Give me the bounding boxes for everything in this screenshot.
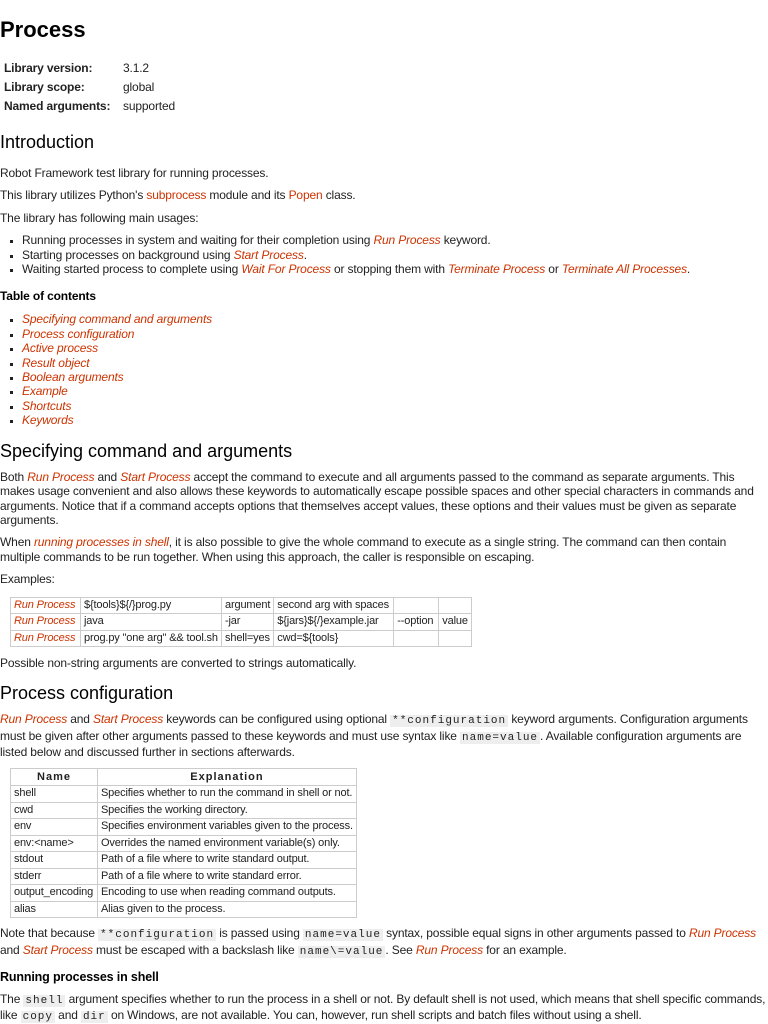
- text-segment: and: [67, 712, 93, 727]
- table-cell: java: [81, 614, 222, 631]
- text-segment: Starting processes on background using: [22, 247, 234, 262]
- metadata-label: Named arguments:: [4, 99, 111, 113]
- shell-paragraph: [0, 992, 766, 1024]
- table-cell: value: [439, 614, 472, 631]
- inline-code-name-value: name=value: [462, 731, 539, 744]
- table-row: [11, 901, 357, 918]
- toc-link-process-configuration[interactable]: Process configuration: [22, 326, 135, 341]
- text-segment: , it is also possible to give the whole command to execute as a single string. The command can then contain multiple commands to be run together. When using this approach, the caller is responsible on escaping.: [0, 535, 727, 564]
- table-cell: [394, 597, 439, 614]
- config-name-cell: env:<name>: [11, 835, 98, 852]
- text-segment: accept the command to execute and all arguments passed to the command as separate arguments. This makes usage convenient and also allows these keywords to automatically escape possible spaces and other special characters in commands and arguments. Notice that if a command accepts options that themselves accept values, these options and their values must be given as separate arguments.: [0, 469, 754, 527]
- text-segment: is passed using: [216, 926, 303, 941]
- specifying-paragraph-2: [0, 535, 766, 564]
- table-cell: prog.py "one arg" && tool.sh: [81, 630, 222, 647]
- link-terminate-all-processes[interactable]: Terminate All Processes: [561, 262, 687, 277]
- text-segment: for an example.: [482, 942, 567, 957]
- text-segment: This library utilizes Python's: [0, 188, 147, 203]
- table-cell: [439, 597, 472, 614]
- table-row: [11, 885, 357, 902]
- table-cell: cwd=${tools}: [274, 630, 394, 647]
- metadata-row-version: [0, 59, 175, 78]
- toc-item: [22, 356, 766, 370]
- config-explanation-cell: Alias given to the process.: [98, 901, 357, 918]
- link-run-process[interactable]: Run Process: [373, 233, 441, 248]
- link-running-processes-in-shell[interactable]: running processes in shell: [33, 535, 169, 550]
- table-cell: argument: [222, 597, 274, 614]
- table-cell: [394, 630, 439, 647]
- config-name-cell: env: [11, 819, 98, 836]
- configuration-table-body: [11, 768, 357, 918]
- link-terminate-process[interactable]: Terminate Process: [448, 262, 546, 277]
- specifying-paragraph-1: [0, 470, 766, 528]
- config-name-cell: stdout: [11, 852, 98, 869]
- toc-item: [22, 413, 766, 427]
- text-segment: .: [303, 247, 307, 262]
- text-segment: must be escaped with a backslash like: [92, 942, 298, 957]
- table-cell: [11, 614, 81, 631]
- examples-label: Examples:: [0, 572, 55, 587]
- toc-link-active-process[interactable]: Active process: [22, 341, 98, 356]
- metadata-row-named-arguments: [0, 97, 175, 116]
- table-cell: second arg with spaces: [274, 597, 394, 614]
- toc-item: [22, 341, 766, 355]
- text-segment: When: [0, 535, 34, 550]
- link-run-process[interactable]: Run Process: [0, 712, 68, 727]
- usages-list: [0, 233, 766, 276]
- link-run-process[interactable]: Run Process: [14, 598, 76, 611]
- link-run-process[interactable]: Run Process: [27, 469, 95, 484]
- usage-item: [22, 233, 766, 247]
- non-string-note: Possible non-string arguments are converted to strings automatically.: [0, 656, 357, 671]
- toc-item: [22, 312, 766, 326]
- configuration-heading: Process configuration: [0, 683, 174, 704]
- text-segment: Running processes in system and waiting for their completion using: [22, 233, 374, 248]
- config-name-cell: shell: [11, 786, 98, 803]
- text-segment: Both: [0, 469, 28, 484]
- toc-item: [22, 399, 766, 413]
- toc-item: [22, 384, 766, 398]
- config-explanation-cell: Path of a file where to write standard output.: [98, 852, 357, 869]
- specifying-heading: Specifying command and arguments: [0, 440, 293, 461]
- inline-code-shell: shell: [25, 994, 64, 1007]
- inline-code-configuration: **configuration: [392, 715, 507, 728]
- config-name-cell: output_encoding: [11, 885, 98, 902]
- table-cell: shell=yes: [222, 630, 274, 647]
- toc-link-specifying-command[interactable]: Specifying command and arguments: [22, 312, 212, 327]
- toc-item: [22, 327, 766, 341]
- link-start-process[interactable]: Start Process: [120, 469, 191, 484]
- text-segment: or: [545, 262, 562, 277]
- metadata-label: Library scope:: [4, 80, 85, 94]
- table-row: [11, 835, 357, 852]
- metadata-label: Library version:: [4, 61, 93, 75]
- link-run-process[interactable]: Run Process: [415, 942, 483, 957]
- text-segment: argument specifies whether to run the process in a shell or not. By default shell is not used, which means that shell specific commands, like: [0, 991, 766, 1023]
- table-row: [11, 630, 472, 647]
- introduction-python-paragraph: [0, 188, 766, 202]
- introduction-summary: Robot Framework test library for running processes.: [0, 166, 269, 180]
- link-popen[interactable]: Popen: [288, 188, 323, 203]
- text-segment: Note that because: [0, 926, 99, 941]
- column-header-explanation: Explanation: [98, 768, 357, 786]
- toc-heading: Table of contents: [0, 289, 96, 304]
- text-segment: module and its: [206, 188, 289, 203]
- configuration-paragraph-2: [0, 926, 766, 959]
- inline-code-dir: dir: [82, 1011, 106, 1024]
- text-segment: Waiting started process to complete using: [22, 262, 242, 277]
- link-run-process[interactable]: Run Process: [14, 615, 76, 628]
- inline-code-escaped-name-value: name\=value: [299, 945, 384, 958]
- toc-link-keywords[interactable]: Keywords: [22, 413, 74, 428]
- table-cell: [439, 630, 472, 647]
- text-segment: The: [0, 991, 24, 1006]
- inline-code-configuration: **configuration: [100, 929, 215, 942]
- table-cell: [11, 630, 81, 647]
- text-segment: and: [0, 942, 23, 957]
- metadata-body: [0, 59, 175, 116]
- configuration-paragraph-1: [0, 712, 766, 759]
- column-header-name: Name: [11, 768, 98, 786]
- examples-table-body: [11, 597, 472, 647]
- link-start-process[interactable]: Start Process: [233, 247, 304, 262]
- config-explanation-cell: Path of a file where to write standard error.: [98, 868, 357, 885]
- text-segment: and: [55, 1008, 81, 1023]
- shell-heading: Running processes in shell: [0, 969, 159, 984]
- table-cell: [11, 597, 81, 614]
- table-cell: -jar: [222, 614, 274, 631]
- config-name-cell: cwd: [11, 802, 98, 819]
- toc-link-example[interactable]: Example: [22, 384, 68, 399]
- metadata-value: supported: [123, 99, 176, 113]
- link-run-process[interactable]: Run Process: [688, 926, 756, 941]
- toc-link-shortcuts[interactable]: Shortcuts: [22, 398, 72, 413]
- config-name-cell: stderr: [11, 868, 98, 885]
- config-explanation-cell: Specifies whether to run the command in shell or not.: [98, 786, 357, 803]
- text-segment: class.: [322, 188, 356, 203]
- table-header-row: [11, 768, 357, 786]
- config-explanation-cell: Specifies the working directory.: [98, 802, 357, 819]
- table-of-contents: [0, 312, 766, 427]
- text-segment: and: [94, 469, 121, 484]
- table-row: [11, 802, 357, 819]
- introduction-heading: Introduction: [0, 132, 95, 152]
- inline-code-copy: copy: [22, 1011, 53, 1024]
- examples-table: [10, 597, 472, 648]
- toc-link-result-object[interactable]: Result object: [22, 355, 90, 370]
- table-row: [11, 614, 472, 631]
- link-start-process[interactable]: Start Process: [93, 712, 164, 727]
- table-row: [11, 868, 357, 885]
- config-explanation-cell: Overrides the named environment variable(s) only.: [98, 835, 357, 852]
- table-cell: ${tools}${/}prog.py: [81, 597, 222, 614]
- table-cell: --option: [394, 614, 439, 631]
- usage-item: [22, 248, 766, 262]
- link-start-process[interactable]: Start Process: [22, 942, 93, 957]
- text-segment: keyword.: [440, 233, 491, 248]
- metadata-value: global: [123, 80, 155, 94]
- config-name-cell: alias: [11, 901, 98, 918]
- table-row: [11, 819, 357, 836]
- table-row: [11, 852, 357, 869]
- text-segment: keywords can be configured using optional: [163, 712, 391, 727]
- text-segment: keyword arguments. Configuration arguments must be given after other arguments passed to these keywords and must use syntax like: [0, 712, 748, 743]
- metadata-row-scope: [0, 78, 175, 97]
- link-run-process[interactable]: Run Process: [14, 631, 76, 644]
- text-segment: .: [686, 262, 691, 277]
- table-row: [11, 597, 472, 614]
- toc-item: [22, 370, 766, 384]
- config-explanation-cell: Encoding to use when reading command outputs.: [98, 885, 357, 902]
- text-segment: . See: [385, 942, 416, 957]
- usages-intro: The library has following main usages:: [0, 210, 199, 225]
- configuration-table: [10, 768, 357, 919]
- library-metadata: [0, 59, 175, 116]
- inline-code-name-value: name=value: [304, 929, 381, 942]
- link-subprocess[interactable]: subprocess: [146, 188, 207, 203]
- metadata-value: 3.1.2: [123, 61, 149, 75]
- text-segment: on Windows, are not available. You can, however, run shell scripts and batch files without using a shell.: [107, 1008, 642, 1023]
- text-segment: . Available configuration arguments are listed below and discussed further in sections afterwards.: [0, 728, 742, 760]
- usage-item: [22, 262, 766, 276]
- link-wait-for-process[interactable]: Wait For Process: [241, 262, 331, 277]
- text-segment: syntax, possible equal signs in other arguments passed to: [382, 926, 689, 941]
- toc-link-boolean-arguments[interactable]: Boolean arguments: [22, 370, 124, 385]
- table-row: [11, 786, 357, 803]
- page-title: Process: [0, 17, 86, 42]
- text-segment: or stopping them with: [330, 262, 449, 277]
- config-explanation-cell: Specifies environment variables given to the process.: [98, 819, 357, 836]
- table-cell: ${jars}${/}example.jar: [274, 614, 394, 631]
